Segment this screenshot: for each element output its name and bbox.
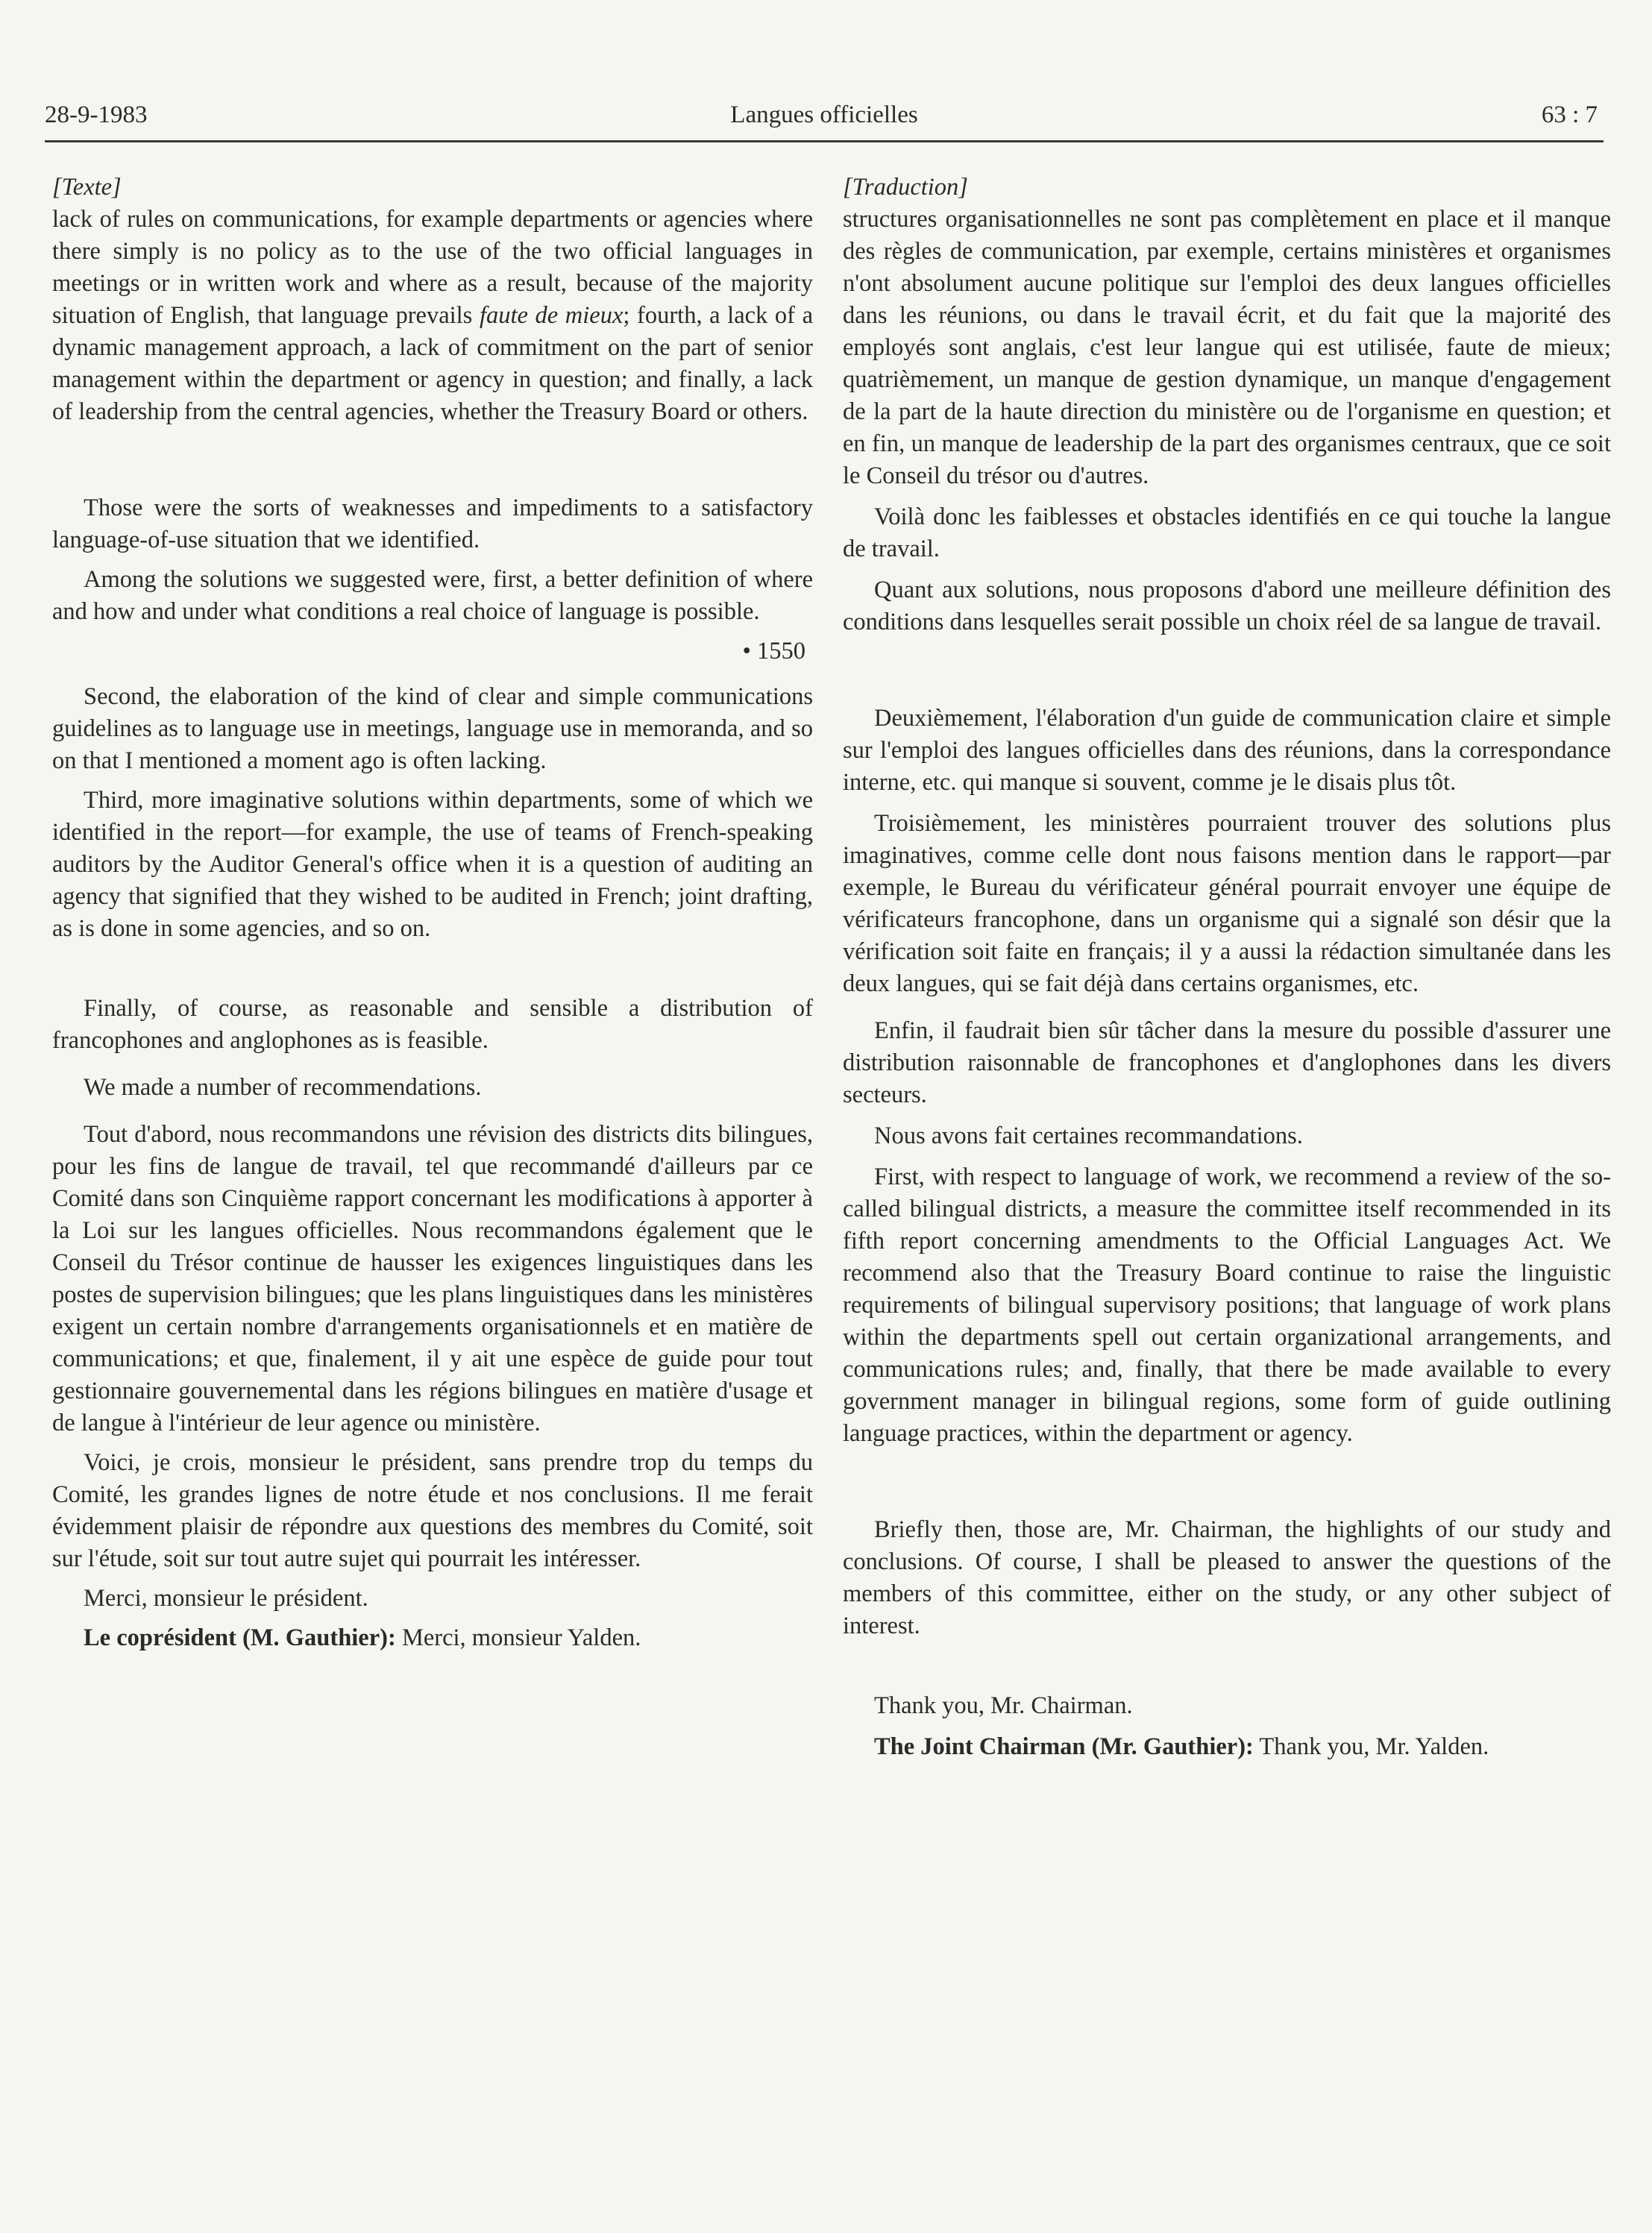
paragraph: Troisièmement, les ministères pourraient trouver des solutions plus imaginatives, comme celle dont nous faisons mention dans le rapport—par exemple, le Bureau du vérificateur général pourrait envoyer une équipe de vérificateurs francophone, dans un organisme qui a signalé son désir que la vérification soit faite en français; il y a aussi la rédaction simultanée dans les deux langues, qui se fait déjà dans certains organismes, etc. (843, 810, 1611, 997)
paragraph: We made a number of recommendations. (84, 1074, 482, 1101)
paragraph: structures organisationnelles ne sont pas complètement en place et il manque des règles de communication, par exemple, certains ministères et organismes n'ont absolument aucune politique sur l'emploi des deux langues officielles dans les réunions, ou dans le travail écrit, et du fait que la majorité des employés sont anglais, c'est leur langue qui est utilisée, faute de mieux; quatrièmement, un manque de gestion dynamique, un manque d'engagement de la part de la haute direction du ministère ou de l'organisme en question; et en fin, un manque de leadership de la part des organismes centraux, que ce soit le Conseil du trésor ou d'autres. (843, 206, 1611, 489)
header-title: Langues officielles (730, 101, 918, 128)
speaker-name: The Joint Chairman (Mr. Gauthier): (874, 1733, 1254, 1760)
paragraph: Le coprésident (M. Gauthier): Merci, monsieur Yalden. (84, 1624, 641, 1651)
paragraph: Merci, monsieur le président. (84, 1585, 368, 1612)
paragraph: Nous avons fait certaines recommandations. (874, 1122, 1303, 1149)
paragraph: Briefly then, those are, Mr. Chairman, the highlights of our study and conclusions. Of course, I shall be pleased to answer the questions of the members of this committee, either on the study, or any other subject of interest. (843, 1516, 1611, 1639)
emphasis: faute de mieux (479, 302, 624, 329)
paragraph: Second, the elaboration of the kind of clear and simple communications guidelines as to language use in meetings, language use in memoranda, and so on that I mentioned a moment ago is often lacking. (52, 683, 813, 774)
section-tag: [Traduction] (843, 174, 968, 201)
right-column (843, 172, 1611, 1763)
paragraph: Tout d'abord, nous recommandons une révision des districts dits bilingues, pour les fins de langue de travail, tel que recommandé d'ailleurs par ce Comité dans son Cinquième rapport concernant les modifications à apporter à la Loi sur les langues officielles. Nous recommandons également que le Conseil du Trésor continue de hausser les exigences linguistiques dans les postes de supervision bilingues; que les plans linguistiques dans les ministères exigent un certain nombre d'arrangements organisationnels et en matière de communications; et que, finalement, il y ait une espèce de guide pour tout gestionnaire gouvernemental dans les régions bilingues en matière d'usage et de langue à l'intérieur de leur agence ou ministère. (52, 1121, 813, 1436)
paragraph: Among the solutions we suggested were, first, a better definition of where and how and under what conditions a real choice of language is possible. (52, 566, 813, 625)
section-tag: [Texte] (52, 174, 122, 201)
paragraph: First, with respect to language of work, we recommend a review of the so-called bilingual districts, a measure the committee itself recommended in its fifth report concerning amendments to the Official Languages Act. We recommend also that the Treasury Board continue to raise the linguistic requirements of bilingual supervisory positions; that language of work plans within the departments spell out certain organizational arrangements, and communications rules; and, finally, that there be made available to every government manager in bilingual regions, some form of guide outlining language practices, within the department or agency. (843, 1163, 1611, 1447)
paragraph: Third, more imaginative solutions within departments, some of which we identified in the report—for example, the use of teams of French-speaking auditors by the Auditor General's office when it is a question of auditing an agency that signified that they wished to be audited in French; joint drafting, as is done in some agencies, and so on. (52, 787, 813, 942)
paragraph: Voilà donc les faiblesses et obstacles identifiés en ce qui touche la langue de travail. (843, 503, 1611, 562)
paragraph: Quant aux solutions, nous proposons d'abord une meilleure définition des conditions dans lesquelles serait possible un choix réel de sa langue de travail. (843, 577, 1611, 635)
paragraph: Enfin, il faudrait bien sûr tâcher dans la mesure du possible d'assurer une distribution raisonnable de francophones et d'anglophones dans les divers secteurs. (843, 1017, 1611, 1108)
paragraph: Voici, je crois, monsieur le président, sans prendre trop du temps du Comité, les grandes lignes de notre étude et nos conclusions. Il me ferait évidemment plaisir de répondre aux questions des membres du Comité, soit sur l'étude, soit sur tout autre sujet qui pourrait les intéresser. (52, 1449, 813, 1572)
paragraph: lack of rules on communications, for example departments or agencies where there simply is no policy as to the use of the two official languages in meetings or in written work and where as a result, because of the majority situation of English, that language prevails faute de mieux; fourth, a lack of a dynamic management approach, a lack of commitment on the part of senior management within the department or agency in question; and finally, a lack of leadership from the central agencies, whether the Treasury Board or others. (52, 206, 813, 425)
speaker-name: Le coprésident (M. Gauthier): (84, 1624, 396, 1651)
header-page-number: 63 : 7 (1541, 101, 1598, 128)
paragraph: Finally, of course, as reasonable and sensible a distribution of francophones and anglophones as is feasible. (52, 995, 813, 1054)
paragraph: Deuxièmement, l'élaboration d'un guide de communication claire et simple sur l'emploi des langues officielles dans des réunions, dans la correspondance interne, etc. qui manque si souvent, comme je le disais plus tôt. (843, 705, 1611, 796)
left-column (52, 172, 813, 1654)
page-header (45, 95, 1604, 142)
paragraph: Those were the sorts of weaknesses and impediments to a satisfactory language-of-use situation that we identified. (52, 494, 813, 553)
paragraph: The Joint Chairman (Mr. Gauthier): Thank you, Mr. Yalden. (874, 1733, 1489, 1760)
header-date: 28-9-1983 (45, 101, 148, 128)
paragraph: Thank you, Mr. Chairman. (874, 1692, 1133, 1719)
time-marker: • 1550 (742, 638, 805, 665)
